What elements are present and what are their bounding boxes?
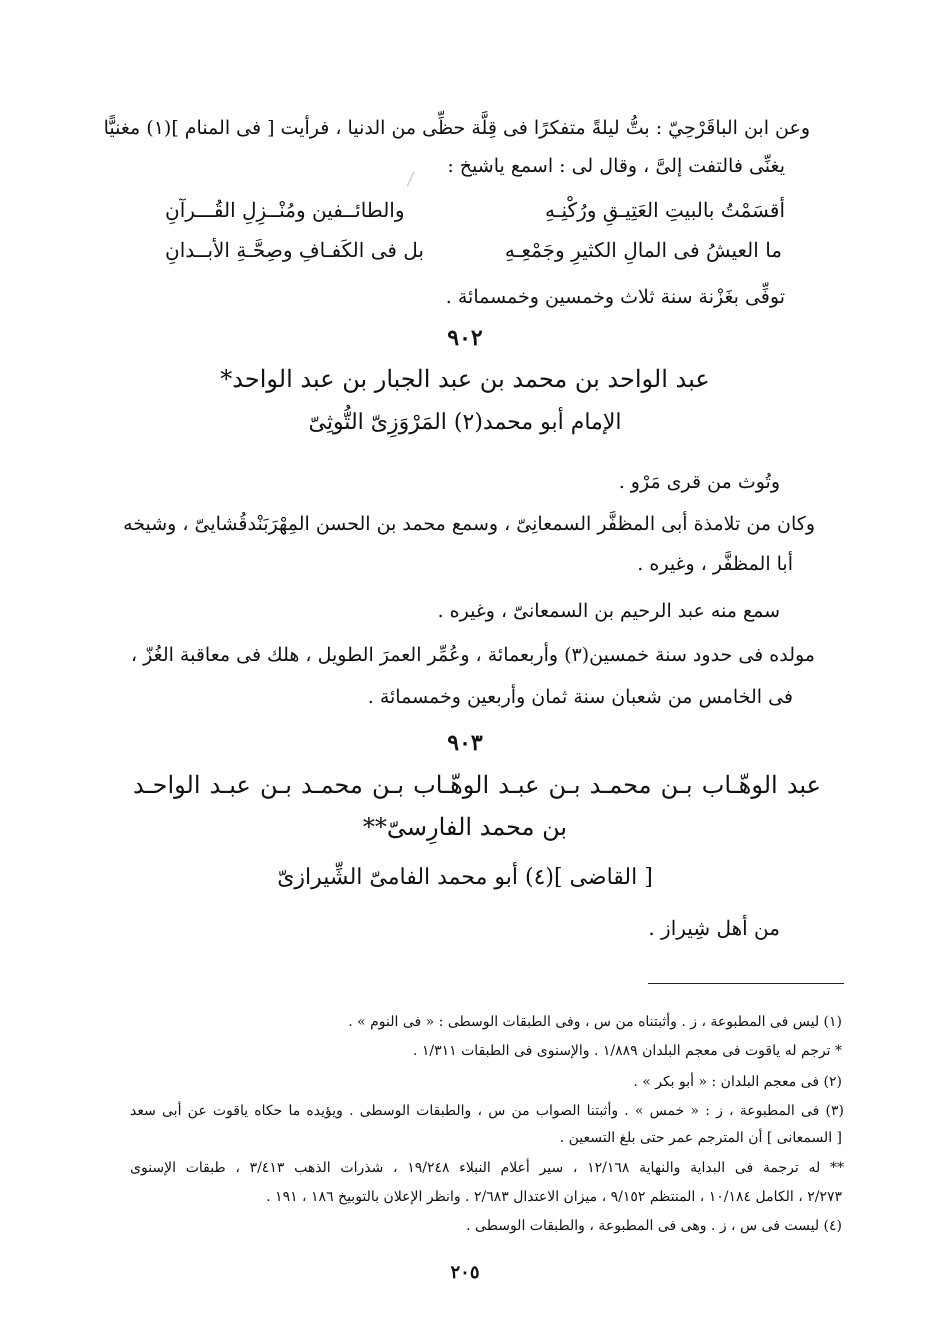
intro-line-2: يغنِّى فالتفت إلىَّ ، وقال لى : اسمع ياشيخ :	[447, 155, 785, 177]
stray-mark	[407, 171, 420, 188]
footnote-double-star-line-2: ٢/٢٧٣ ، الكامل ١٠/١٨٤ ، المنتظم ٩/١٥٢ ، ميزان الاعتدال ٢/٦٨٣ . وانظر الإعلان بالتوبيخ ١٨٦ ، ١٩١ .	[266, 1189, 842, 1205]
verse-1-hemistich-1: أقسَمْتُ بالبيتِ العَتِيـقِ ورُكْنِـهِ	[544, 198, 785, 222]
entry-902-para-2-line-1: وكان من تلامذة أبى المظفَّر السمعانِىّ ، وسمع محمد بن الحسن المِهْرَبَنْدقُشايىّ ، وشيخه	[123, 513, 815, 535]
entry-902-para-3: سمع منه عبد الرحيم بن السمعانىّ ، وغيره .	[437, 600, 780, 622]
entry-902-kunya: الإمام أبو محمد(٢) المَرْوَزِىّ التُّوثِىّ	[308, 410, 622, 435]
verse-2-hemistich-1: ما العيشُ فى المالِ الكثيرِ وجَمْعِـهِ	[504, 238, 782, 262]
verse-1-hemistich-2: والطائــفين ومُنْــزِلِ القُـــرآنِ	[165, 198, 405, 222]
entry-903-para-1: من أهل شِيراز .	[648, 916, 780, 940]
entry-903-number: ٩٠٣	[447, 730, 483, 756]
entry-903-kunya: [ القاضى ](٤) أبو محمد الفامىّ الشِّيرازىّ	[277, 865, 653, 890]
footnote-3-line-1: (٣) فى المطبوعة ، ز : « خمس » . وأثبتنا الصواب من س ، والطبقات الوسطى . ويؤيده ما حكاه ياقوت عن أبى سعد	[130, 1103, 844, 1119]
footnote-double-star-line-1: ** له ترجمة فى البداية والنهاية ١٢/١٦٨ ، سير أعلام النبلاء ١٩/٢٤٨ ، شذرات الذهب ٣/٤١٣ ، طبقات الإسنوى	[130, 1160, 844, 1176]
entry-903-name-line-2: بن محمد الفارِسىّ**	[362, 813, 568, 841]
footnote-1: (١) ليس فى المطبوعة ، ز . وأثبتناه من س ، وفى الطبقات الوسطى : « فى النوم » .	[348, 1014, 842, 1030]
footnote-2: (٢) فى معجم البلدان : « أبو بكر » .	[633, 1074, 842, 1090]
entry-902-para-4-line-1: مولده فى حدود سنة خمسين(٣) وأربعمائة ، وعُمِّر العمرَ الطويل ، هلك فى معاقبة الغُزّ ،	[131, 644, 815, 666]
verse-2-hemistich-2: بل فى الكَفـافِ وصِحَّـةِ الأبــدانِ	[165, 238, 424, 262]
entry-902-para-2-line-2: أبا المظفَّر ، وغيره .	[637, 553, 793, 575]
entry-902-number: ٩٠٢	[447, 325, 483, 351]
footnote-separator	[648, 983, 844, 984]
entry-903-name-line-1: عبد الوهّـاب بـن محمـد بـن عبـد الوهّـاب بـن محمـد بـن عبـد الواحـد	[133, 771, 821, 799]
intro-line-1: وعن ابن الباقَرْحِيّ : بتُّ ليلةً متفكرًا فى قِلَّة حظِّى من الدنيا ، فرأيت [ فى المنام ](١) مغنيًّا	[103, 117, 810, 139]
footnote-star: * ترجم له ياقوت فى معجم البلدان ١/٨٨٩ . والإسنوى فى الطبقات ١/٣١١ .	[412, 1043, 842, 1059]
page-number: ٢٠٥	[450, 1262, 480, 1283]
footnote-3-line-2: [ السمعانى ] أن المترجم عمر حتى بلغ التسعين .	[559, 1130, 842, 1146]
footnote-4: (٤) ليست فى س ، ز . وهى فى المطبوعة ، والطبقات الوسطى .	[466, 1218, 842, 1234]
entry-902-para-4-line-2: فى الخامس من شعبان سنة ثمان وأربعين وخمسمائة .	[367, 686, 793, 708]
entry-902-para-1: وتُوث من قرى مَرْو .	[618, 471, 780, 493]
entry-902-name: عبد الواحد بن محمد بن عبد الجبار بن عبد الواحد*	[220, 365, 710, 393]
intro-death-date: توفِّى بغَزْنة سنة ثلاث وخمسين وخمسمائة .	[445, 286, 785, 308]
